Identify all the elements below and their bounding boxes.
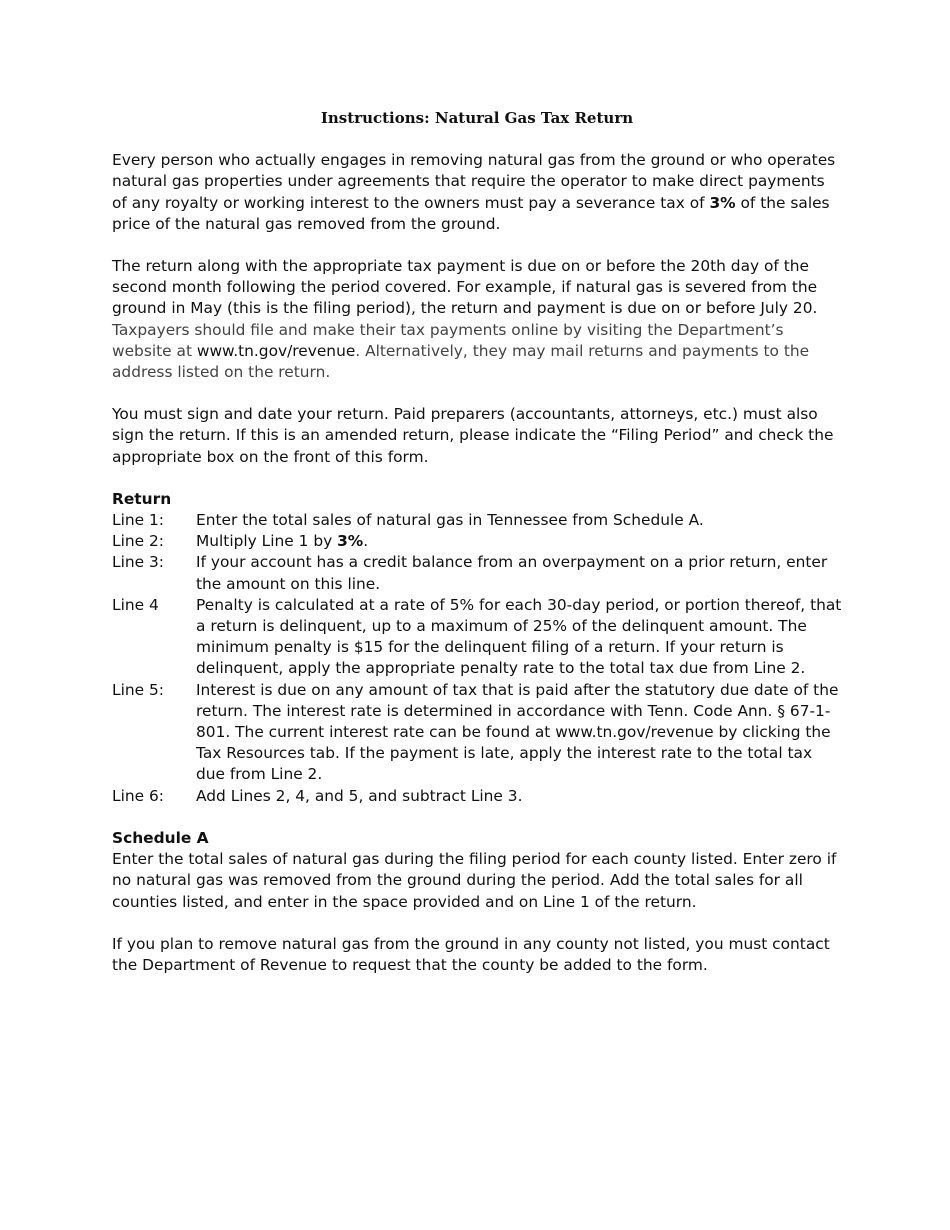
return-line-1 [112,510,842,531]
schedule-a-paragraph: Enter the total sales of natural gas during the filing period for each county listed. Enter zero if no natural gas was removed from the ground during the period. Add the total sales for all counties listed, and enter in the space provided and on Line 1 of the return. [112,850,837,911]
unlisted-county-paragraph: If you plan to remove natural gas from the ground in any county not listed, you must contact the Department of Revenue to request that the county be added to the form. [112,934,830,974]
line-instruction: Enter the total sales of natural gas in Tennessee from Schedule A. [196,511,704,530]
line-instruction: Penalty is calculated at a rate of 5% for each 30-day period, or portion thereof, that a return is delinquent, up to a maximum of 25% of the delinquent amount. The minimum penalty is $15 for the delinquent filing of a return. If your return is delinquent, apply the appropriate penalty rate to the total tax due from Line 2. [196,595,842,678]
severance-tax-paragraph [112,150,842,235]
due-date-paragraph [112,256,842,383]
line-label: Line 4 [112,595,159,614]
return-line-3 [112,552,842,594]
line-instruction: If your account has a credit balance from an overpayment on a prior return, enter the amount on this line. [196,553,828,593]
section-spacer [112,807,842,828]
paragraph-text: Every person who actually engages in removing natural gas from the ground or who operates natural gas properties under agreements that require the operator to make direct payments of any royalty or working interest to the owners must pay a severance tax of [112,151,836,212]
document-title: Instructions: Natural Gas Tax Return [320,109,634,127]
online-filing-text: Taxpayers should file and make their tax payments online by visiting the Department’s website at [112,320,784,360]
paragraph-text: The return along with the appropriate tax payment is due on or before the 20th day of the second month following the period covered. For example, if natural gas is severed from the ground in May (this is the filing period), the return and payment is due on or before July 20. [112,257,818,318]
return-line-6 [112,786,842,807]
line-label: Line 2: [112,532,164,551]
line-text: . [363,532,369,551]
signature-paragraph: You must sign and date your return. Paid preparers (accountants, attorneys, etc.) must also sign the return. If this is an amended return, please indicate the “Filing Period” and check the appropriate box on the front of this form. [112,405,834,466]
line-text: Multiply Line 1 by [196,532,338,551]
website-link[interactable]: www.tn.gov/revenue [196,341,356,360]
schedule-a-heading: Schedule A [112,828,209,847]
tax-rate: 3% [337,532,364,551]
return-heading: Return [112,489,172,508]
tax-rate: 3% [709,193,736,212]
return-line-2 [112,531,842,552]
mail-alternative-text: . Alternatively, they may mail returns and payments to the address listed on the return. [112,341,810,382]
return-line-4 [112,595,842,680]
line-label: Line 5: [112,680,164,699]
line-instruction [196,531,842,552]
return-line-5 [112,680,842,786]
line-instruction: Add Lines 2, 4, and 5, and subtract Line 3. [196,786,523,805]
line-instruction: Interest is due on any amount of tax that is paid after the statutory due date of the return. The interest rate is determined in accordance with Tenn. Code Ann. § 67-1-801. The current interest rate can be found at www.tn.gov/revenue by clicking the Tax Resources tab. If the payment is late, apply the interest rate to the total tax due from Line 2. [196,680,839,784]
line-label: Line 6: [112,786,164,805]
document-page [112,108,842,997]
paragraph-text: of the sales price of the natural gas removed from the ground. [112,193,830,233]
line-label: Line 1: [112,511,164,530]
line-label: Line 3: [112,553,164,572]
